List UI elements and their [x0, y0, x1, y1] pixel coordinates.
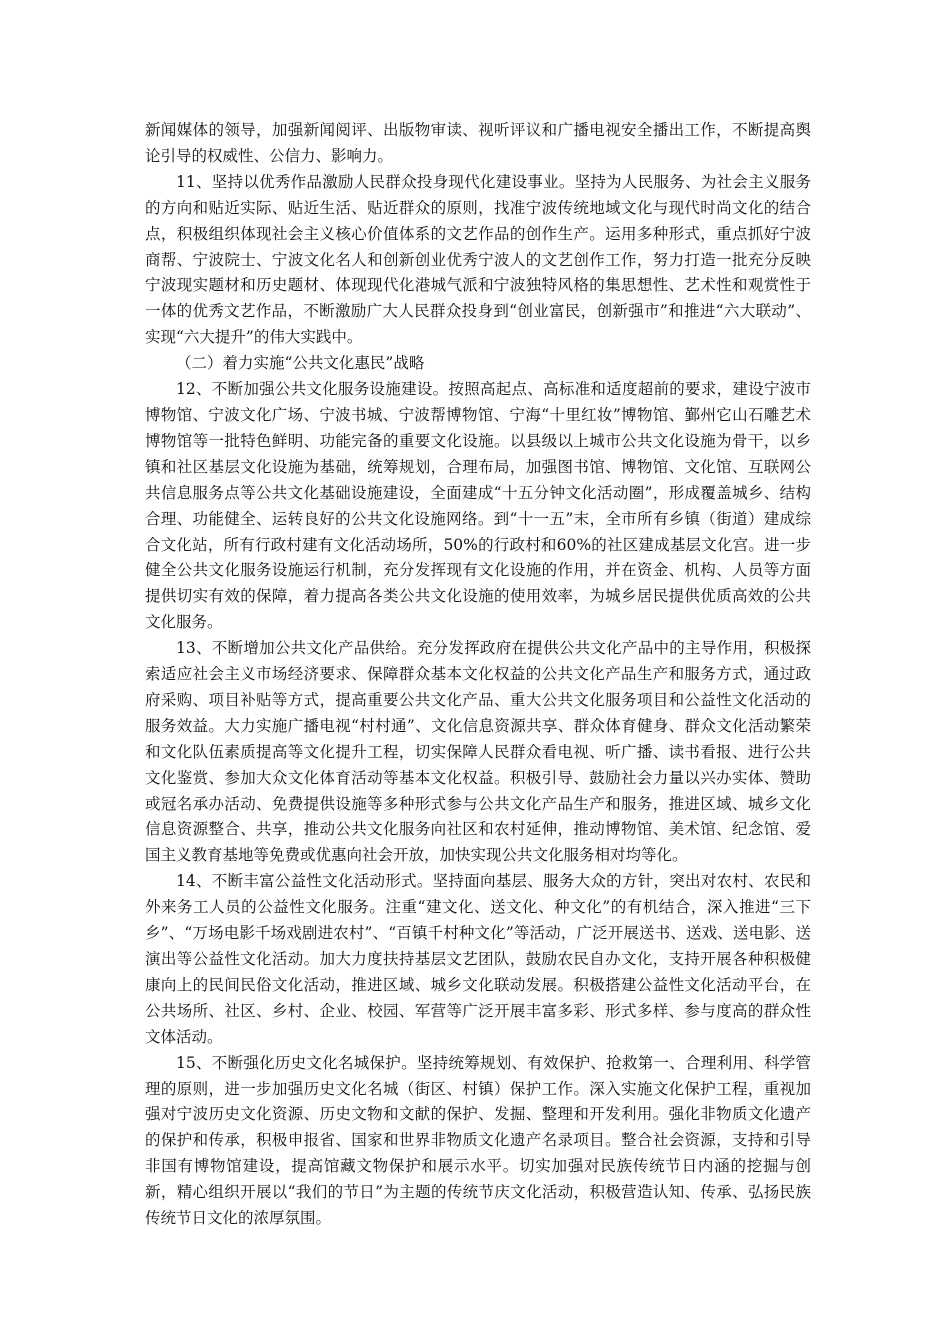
paragraph-14: 14、不断丰富公益性文化活动形式。坚持面向基层、服务大众的方针，突出对农村、农民和外来务工人员的公益性文化服务。注重“建文化、送文化、种文化”的有机结合，深入推进“三下乡”、“万场电影千场戏剧进农村”、“百镇千村种文化”等活动，广泛开展送书、送戏、送电影、送演出等公益性文化活动。加大力度扶持基层文艺团队，鼓励农民自办文化，支持开展各种积极健康向上的民间民俗文化活动，推进区域、城乡文化联动发展。积极搭建公益性文化活动平台，在公共场所、社区、乡村、企业、校园、军营等广泛开展丰富多彩、形式多样、参与度高的群众性文体活动。: [145, 872, 811, 1046]
paragraph-continuation: 新闻媒体的领导，加强新闻阅评、出版物审读、视听评议和广播电视安全播出工作，不断提高舆论引导的权威性、公信力、影响力。: [145, 121, 811, 165]
paragraph-11: 11、坚持以优秀作品激励人民群众投身现代化建设事业。坚持为人民服务、为社会主义服务的方向和贴近实际、贴近生活、贴近群众的原则，找准宁波传统地域文化与现代时尚文化的结合点，积极组织体现社会主义核心价值体系的文艺作品的创作生产。运用多种形式，重点抓好宁波商帮、宁波院士、宁波文化名人和创新创业优秀宁波人的文艺创作工作，努力打造一批充分反映宁波现实题材和历史题材、体现现代化港城气派和宁波独特风格的集思想性、艺术性和观赏性于一体的优秀文艺作品，不断激励广大人民群众投身到“创业富民，创新强市”和推进“六大联动”、实现“六大提升”的伟大实践中。: [145, 172, 811, 347]
paragraph-12: 12、不断加强公共文化服务设施建设。按照高起点、高标准和适度超前的要求，建设宁波市博物馆、宁波文化广场、宁波书城、宁波帮博物馆、宁海“十里红妆”博物馆、鄞州它山石雕艺术博物馆等一批特色鲜明、功能完备的重要文化设施。以县级以上城市公共文化设施为骨干，以乡镇和社区基层文化设施为基础，统筹规划，合理布局，加强图书馆、博物馆、文化馆、互联网公共信息服务点等公共文化基础设施建设，全面建成“十五分钟文化活动圈”，形成覆盖城乡、结构合理、功能健全、运转良好的公共文化设施网络。到“十一五”末，全市所有乡镇（街道）建成综合文化站，所有行政村建有文化活动场所，50%的行政村和60%的社区建成基层文化宫。进一步健全公共文化服务设施运行机制，充分发挥现有文化设施的作用，并在资金、机构、人员等方面提供切实有效的保障，着力提高各类公共文化设施的使用效率，为城乡居民提供优质高效的公共文化服务。: [145, 380, 811, 632]
document-page: [145, 118, 811, 1232]
paragraph-13: 13、不断增加公共文化产品供给。充分发挥政府在提供公共文化产品中的主导作用，积极探索适应社会主义市场经济要求、保障群众基本文化权益的公共文化产品生产和服务方式，通过政府采购、项目补贴等方式，提高重要公共文化产品、重大公共文化服务项目和公益性文化活动的服务效益。大力实施广播电视“村村通”、文化信息资源共享、群众体育健身、群众文化活动繁荣和文化队伍素质提高等文化提升工程，切实保障人民群众看电视、听广播、读书看报、进行公共文化鉴赏、参加大众文化体育活动等基本文化权益。积极引导、鼓励社会力量以兴办实体、赞助或冠名承办活动、免费提供设施等多种形式参与公共文化产品生产和服务，推进区域、城乡文化信息资源整合、共享，推动公共文化服务向社区和农村延伸，推动博物馆、美术馆、纪念馆、爱国主义教育基地等免费或优惠向社会开放，加快实现公共文化服务相对均等化。: [145, 639, 811, 865]
paragraph-15: 15、不断强化历史文化名城保护。坚持统筹规划、有效保护、抢救第一、合理利用、科学管理的原则，进一步加强历史文化名城（街区、村镇）保护工作。深入实施文化保护工程，重视加强对宁波历史文化资源、历史文物和文献的保护、发掘、整理和开发利用。强化非物质文化遗产的保护和传承，积极申报省、国家和世界非物质文化遗产名录项目。整合社会资源，支持和引导非国有博物馆建设，提高馆藏文物保护和展示水平。切实加强对民族传统节日内涵的挖掘与创新，精心组织开展以“我们的节日”为主题的传统节庆文化活动，积极营造认知、传承、弘扬民族传统节日文化的浓厚氛围。: [145, 1053, 811, 1228]
section-heading-2: （二）着力实施“公共文化惠民”战略: [176, 354, 425, 373]
